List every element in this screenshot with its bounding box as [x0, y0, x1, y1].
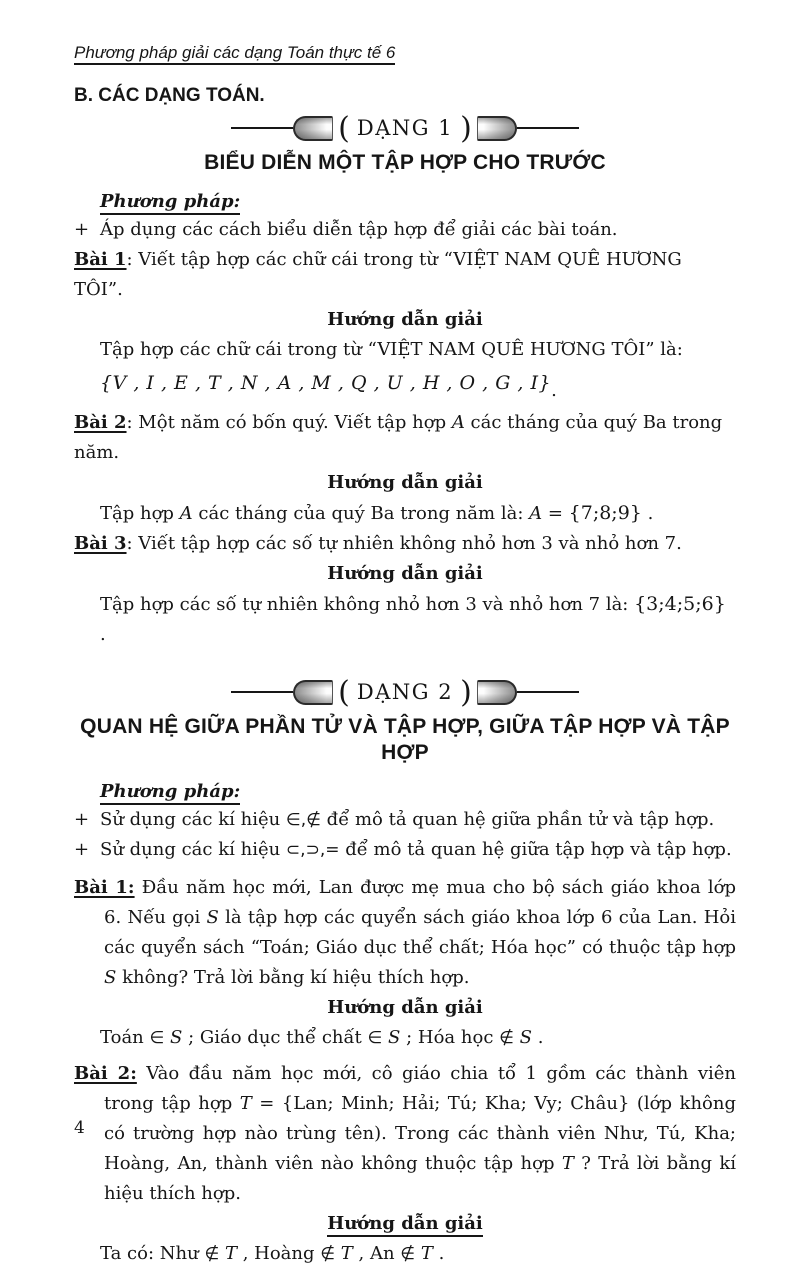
problem-d2-bai2 [74, 1059, 736, 1209]
text-run: : Viết tập hợp các chữ cái trong từ “VIỆT NAM QUÊ HƯƠNG TÔI”. [74, 249, 682, 300]
math-var: A [179, 503, 193, 524]
method-heading [74, 188, 736, 215]
text-run: . [432, 1243, 445, 1264]
problem-d1-bai3 [74, 529, 736, 559]
text-run: các tháng của quý Ba trong năm là: [192, 503, 530, 524]
math-var: S [513, 1027, 532, 1048]
text-run: Áp dụng các cách biểu diễn tập hợp để giải các bài toán. [100, 219, 618, 240]
set-membership-symbols: ∈,∉ [285, 810, 321, 830]
dang1-title: BIỂU DIỄN MỘT TẬP HỢP CHO TRƯỚC [204, 151, 606, 174]
method-heading-text: Phương pháp: [100, 191, 240, 215]
math-var: T [239, 1093, 252, 1114]
method-item [74, 805, 736, 835]
math-var: T [415, 1243, 433, 1264]
text-run: là tập hợp các quyển sách giáo khoa lớp 6 của Lan. Hỏi các quyển sách “Toán; Giáo dục thể chất; Hóa học” có thuộc tập hợp [104, 907, 736, 958]
math-set: {7;8;9} [568, 502, 642, 524]
solution-heading-text: Hướng dẫn giải [327, 472, 483, 493]
text-run: , Hoàng [236, 1243, 321, 1264]
problem-label: Bài 3 [74, 533, 127, 554]
bullet-marker: + [74, 219, 90, 240]
math-var: S [104, 967, 117, 988]
text-run: ; Giáo dục thể chất [182, 1027, 368, 1048]
math-var: S [164, 1027, 183, 1048]
problem-d1-bai2 [74, 408, 736, 468]
solution-heading [74, 559, 736, 589]
text-run: ? Trả lời bằng kí hiệu thích hợp. [104, 1153, 737, 1204]
section-title: B. CÁC DẠNG TOÁN. [74, 85, 265, 106]
method-item [74, 215, 736, 245]
math-set: {3;4;5;6} [634, 593, 726, 615]
dang1-banner-label: DẠNG 1 [356, 116, 454, 140]
text-run: Sử dụng các kí hiệu [100, 809, 286, 830]
dang1-banner [74, 110, 736, 146]
not-element-of-symbol: ∉ [204, 1244, 220, 1264]
math-var: S [382, 1027, 401, 1048]
text-run: các tháng của quý Ba trong năm. [74, 412, 723, 463]
text-run: Ta có: Như [100, 1243, 205, 1264]
running-header [74, 42, 736, 64]
problem-label: Bài 1: [74, 877, 135, 898]
banner-line-left [231, 691, 293, 693]
text-run: , An [352, 1243, 401, 1264]
math-var: A [451, 412, 465, 433]
math-var: S [206, 907, 219, 928]
banner-cap-right [477, 116, 517, 141]
text-run: để mô tả quan hệ giữa tập hợp và tập hợp. [339, 839, 732, 860]
text-run: Đầu năm học mới, Lan được mẹ mua cho bộ sách giáo khoa lớp 6. Nếu gọi [104, 877, 736, 928]
banner-paren-close: ) [460, 110, 472, 146]
not-element-of-symbol: ∉ [499, 1028, 514, 1048]
solution-d1-bai1-line1 [74, 335, 736, 365]
text-run: . [532, 1027, 544, 1048]
text-run: Toán [100, 1027, 150, 1048]
running-header-text: Phương pháp giải các dạng Toán thực tế 6 [74, 43, 395, 65]
solution-d1-bai2 [74, 498, 736, 529]
bullet-marker: + [74, 809, 90, 830]
not-element-of-symbol: ∉ [320, 1244, 336, 1264]
text-run: ; Hóa học [400, 1027, 500, 1048]
banner-paren-close: ) [460, 674, 472, 710]
text-run: = {Lan; Minh; Hải; Tú; Kha; Vy; Châu} (lớp không có trường hợp nào trùng tên). Trong các thành viên Như, Tú, Kha; Hoàng, An, thành viên nào không thuộc tập hợp [104, 1093, 736, 1174]
method-heading-text: Phương pháp: [100, 781, 240, 805]
text-run: . [551, 380, 557, 401]
banner-paren-open: ( [338, 674, 350, 710]
text-run: . [100, 624, 106, 645]
solution-d1-bai1-set [74, 365, 736, 402]
text-run: = [542, 503, 569, 524]
solution-heading-text: Hướng dẫn giải [327, 997, 483, 1018]
problem-label: Bài 1 [74, 249, 127, 270]
solution-heading-text: Hướng dẫn giải [327, 563, 483, 584]
bullet-marker: + [74, 839, 90, 860]
text-run: Tập hợp [100, 503, 180, 524]
math-var: T [219, 1243, 237, 1264]
solution-heading-text: Hướng dẫn giải [327, 309, 483, 330]
problem-label: Bài 2 [74, 412, 127, 433]
element-of-symbol: ∈ [367, 1028, 383, 1048]
dang2-banner-label: DẠNG 2 [356, 680, 454, 704]
dang2-title: QUAN HỆ GIỮA PHẦN TỬ VÀ TẬP HỢP, GIỮA TẬP HỢP VÀ TẬP HỢP [80, 715, 730, 764]
solution-heading [74, 468, 736, 498]
solution-heading-text: Hướng dẫn giải [327, 1213, 483, 1237]
solution-heading-underlined [74, 1209, 736, 1239]
banner-cap-right [477, 680, 517, 705]
method-item [74, 835, 736, 865]
page-number: 4 [74, 1118, 85, 1138]
banner-line-right [517, 127, 579, 129]
text-run: . [641, 503, 654, 524]
not-element-of-symbol: ∉ [400, 1244, 416, 1264]
banner-line-left [231, 127, 293, 129]
text-run: Sử dụng các kí hiệu [100, 839, 286, 860]
element-of-symbol: ∈ [149, 1028, 165, 1048]
solution-d2-bai2 [74, 1239, 736, 1269]
method-heading [74, 778, 736, 805]
problem-label: Bài 2: [74, 1063, 137, 1084]
subset-symbols: ⊂,⊃,= [285, 840, 340, 860]
solution-d1-bai3 [74, 589, 736, 650]
math-var: T [335, 1243, 353, 1264]
problem-d2-bai1 [74, 873, 736, 993]
math-var: A [529, 503, 543, 524]
banner-line-right [517, 691, 579, 693]
text-run: : Một năm có bốn quý. Viết tập hợp [126, 412, 452, 433]
text-run: Tập hợp các số tự nhiên không nhỏ hơn 3 và nhỏ hơn 7 là: [100, 594, 635, 615]
text-run: : Viết tập hợp các số tự nhiên không nhỏ hơn 3 và nhỏ hơn 7. [126, 533, 682, 554]
math-var: T [561, 1153, 574, 1174]
dang2-banner [74, 674, 736, 710]
text-run: Vào đầu năm học mới, cô giáo chia tổ 1 gồm các thành viên trong tập hợp [104, 1063, 736, 1114]
math-set: {V , I , E , T , N , A , M , Q , U , H , O , G , I} [100, 372, 552, 394]
text-run: để mô tả quan hệ giữa phần tử và tập hợp. [320, 809, 715, 830]
solution-heading [74, 305, 736, 335]
banner-cap-left [293, 116, 333, 141]
solution-d2-bai1 [74, 1023, 736, 1053]
banner-cap-left [293, 680, 333, 705]
problem-d1-bai1 [74, 245, 736, 305]
text-run: Tập hợp các chữ cái trong từ “VIỆT NAM QUÊ HƯƠNG TÔI” là: [100, 339, 683, 360]
text-run: không? Trả lời bằng kí hiệu thích hợp. [116, 967, 470, 988]
solution-heading [74, 993, 736, 1023]
banner-paren-open: ( [338, 110, 350, 146]
